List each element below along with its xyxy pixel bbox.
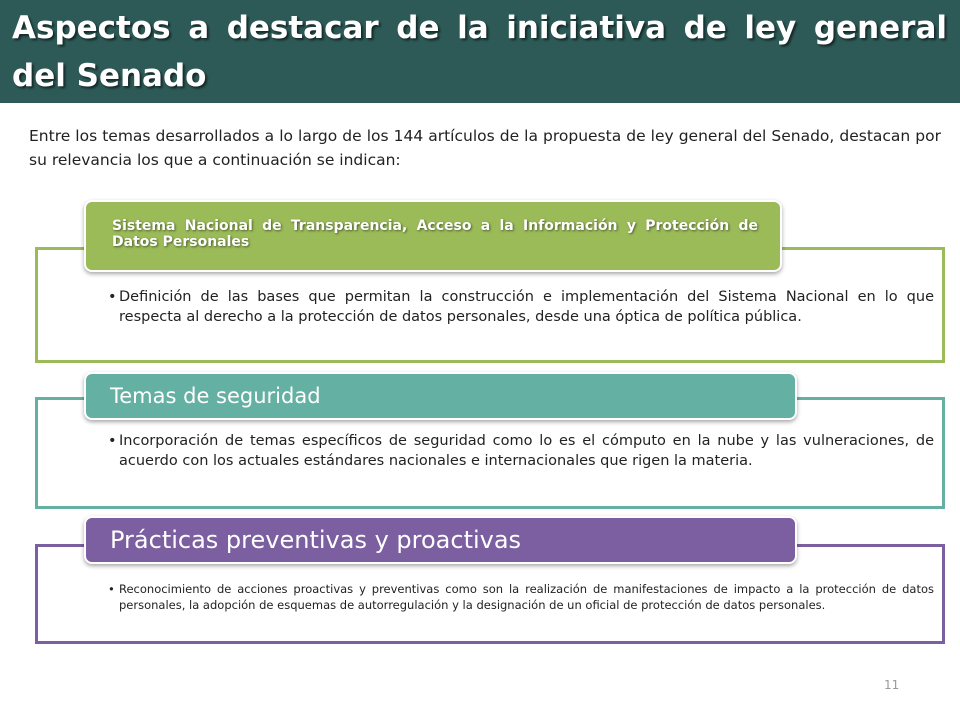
section-content — [108, 431, 934, 471]
bullet-item: • Incorporación de temas específicos de seguridad como lo es el cómputo en la nube y las vulneraciones, de acuerdo con los actuales estándares nacionales e internacionales que rigen la materia. — [108, 431, 934, 471]
bullet-list — [108, 287, 934, 327]
intro-paragraph: Entre los temas desarrollados a lo largo de los 144 artículos de la propuesta de ley general del Senado, destacan por su relevancia los que a continuación se indican: — [29, 127, 941, 169]
bullet-list — [108, 581, 934, 613]
section-title: Sistema Nacional de Transparencia, Acceso a la Información y Protección de Datos Personales — [112, 218, 758, 250]
section-header-security — [84, 372, 797, 420]
bullet-list — [108, 431, 934, 471]
section-content — [108, 287, 934, 327]
slide-title: Aspectos a destacar de la iniciativa de ley general del Senado — [12, 10, 947, 94]
section-header-preventive — [84, 516, 797, 564]
page-number: 11 — [884, 678, 900, 692]
section-title: Prácticas preventivas y proactivas — [110, 526, 522, 554]
bullet-item: • Definición de las bases que permitan la construcción e implementación del Sistema Nacional en lo que respecta al derecho a la protección de datos personales, desde una óptica de política pública. — [108, 287, 934, 327]
bullet-item: • Reconocimiento de acciones proactivas y preventivas como son la realización de manifestaciones de impacto a la protección de datos personales, la adopción de esquemas de autorregulación y la designación de un oficial de protección de datos personales. — [108, 581, 934, 613]
section-content — [108, 581, 934, 613]
section-title: Temas de seguridad — [110, 384, 321, 408]
section-header-transparency — [84, 200, 782, 272]
title-bar — [0, 0, 960, 103]
